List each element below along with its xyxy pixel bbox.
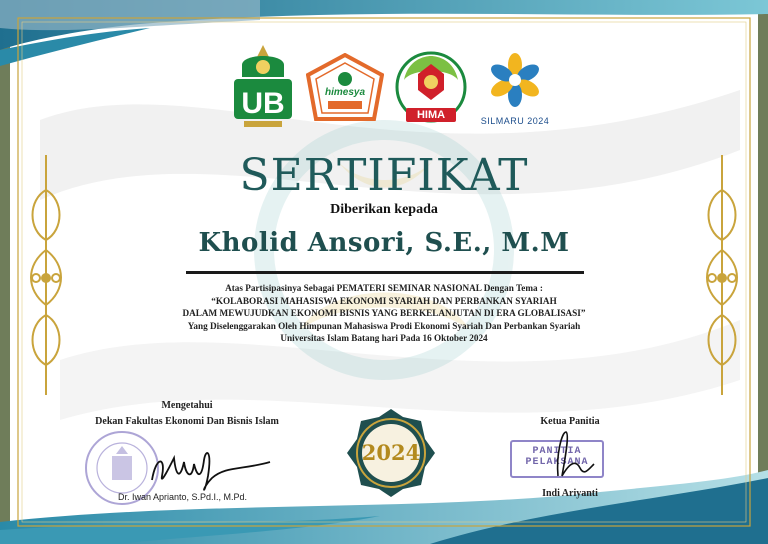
name-underline xyxy=(186,271,584,274)
dean-signature xyxy=(146,436,276,500)
certificate-title: SERTIFIKAT xyxy=(239,150,529,201)
himesya-logo-text: himesya xyxy=(324,87,366,98)
uniba-logo xyxy=(230,43,296,131)
description-line: Yang Diselenggarakan Oleh Himpunan Mahasiswa Prodi Ekonomi Syariah Dan Perbankan Syariah xyxy=(187,320,581,331)
silmaru-logo-text: SILMARU 2024 xyxy=(480,116,550,126)
right-signature-label: Ketua Panitia xyxy=(540,416,600,427)
description-line: Universitas Islam Batang hari Pada 16 Oktober 2024 xyxy=(280,333,488,344)
description-line: DALAM MEWUJUDKAN EKONOMI BISNIS YANG BERKELANJUTAN DI ERA GLOBALISASI” xyxy=(182,308,586,319)
recipient-name: Kholid Ansori, S.E., M.M xyxy=(198,228,570,258)
left-signature-label-2: Dekan Fakultas Ekonomi Dan Bisnis Islam xyxy=(95,416,279,427)
description-line: Atas Partisipasinya Sebagai PEMATERI SEMINAR NASIONAL Dengan Tema : xyxy=(225,283,543,293)
dean-name: Dr. Iwan Aprianto, S.Pd.I., M.Pd. xyxy=(118,492,248,502)
silmaru-logo xyxy=(486,50,544,112)
description-line: “KOLABORASI MAHASISWA EKONOMI SYARIAH DAN PERBANKAN SYARIAH xyxy=(211,295,557,306)
left-signature-label-1: Mengetahui xyxy=(161,400,213,411)
chair-signature xyxy=(540,424,600,484)
stamp-line-1: PANITIA xyxy=(532,446,582,457)
given-to-label: Diberikan kepada xyxy=(330,202,438,217)
stamp-line-2: PELAKSANA xyxy=(525,457,589,468)
hima-logo-text: HIMA xyxy=(406,108,456,122)
chair-name: Indi Ariyanti xyxy=(542,488,598,499)
svg-text:UB: UB xyxy=(241,87,285,120)
seal-year: 2024 xyxy=(361,440,421,465)
certificate-description xyxy=(84,282,684,345)
